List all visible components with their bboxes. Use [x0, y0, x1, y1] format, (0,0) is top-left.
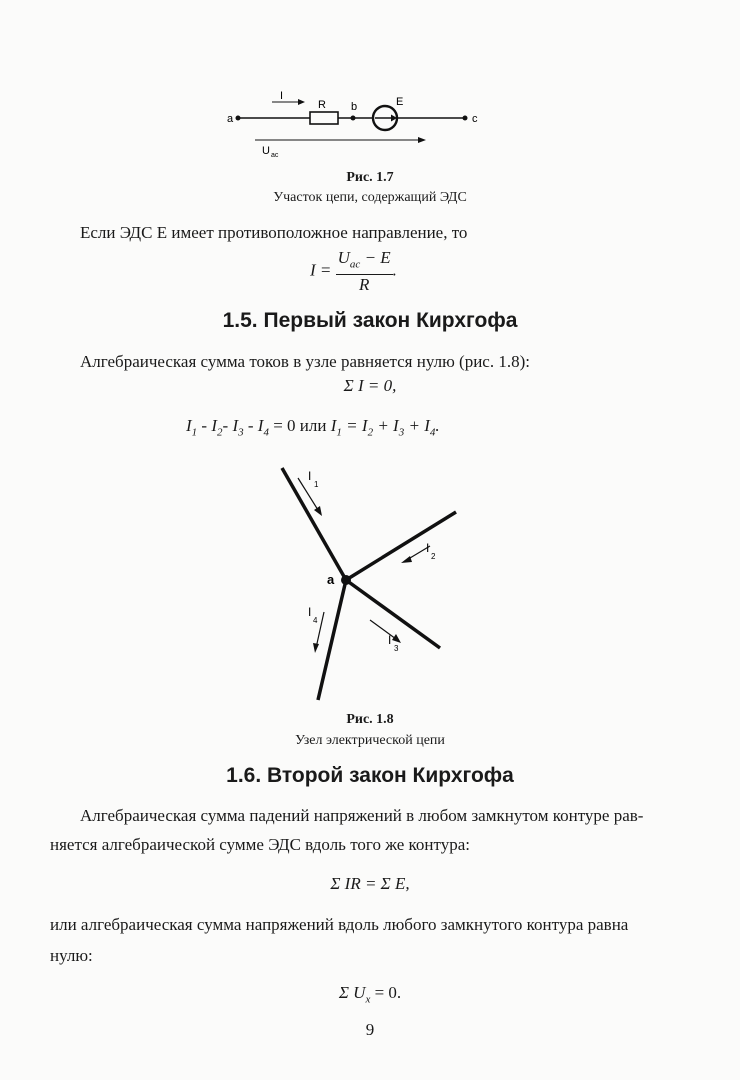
equation-sum-Ux: Σ $U_x = 0$. [338, 983, 402, 1006]
label-E: E [396, 96, 404, 108]
label-I4: I [308, 605, 312, 619]
figure-1-8-caption: Узел электрической цепи [295, 733, 445, 748]
formula-current: I = $\frac{U_{ac} - E}{R}$ . [310, 248, 397, 295]
branch-4 [318, 580, 346, 700]
node-label-a: a [327, 572, 335, 587]
paragraph-voltages-line1: или алгебраическая сумма напряжений вдоль любого замкнутого контура равна [50, 915, 629, 934]
svg-text:3: 3 [394, 644, 399, 653]
svg-text:2: 2 [431, 552, 436, 561]
equation-sum-IR: Σ IR = Σ E, [330, 874, 410, 893]
figure-1-8-title: Рис. 1.8 [346, 712, 394, 727]
node-a-dot [341, 575, 351, 585]
terminal-a [236, 116, 241, 121]
label-I3: I [388, 633, 392, 647]
paragraph-voltages-line2: нулю: [50, 946, 93, 965]
arrow-I2 [401, 556, 412, 563]
svg-text:4: 4 [313, 616, 318, 625]
svg-text:1: 1 [314, 480, 319, 489]
label-R: R [318, 99, 326, 111]
label-I1: I [308, 469, 312, 483]
section-heading-1-6: 1.6. Второй закон Кирхгофа [226, 764, 514, 787]
label-I: I [280, 90, 284, 102]
label-a: a [227, 113, 234, 125]
paragraph-second-law-line1: Алгебраическая сумма падений напряжений в любом замкнутом контуре рав- [80, 806, 644, 825]
arrow-I4 [313, 643, 319, 653]
current-arrow [298, 99, 305, 105]
equation-node-currents: $I_1 - I_2-$ $I_3 - I_4 = 0$ или $I_1 = I_2 + I_3 + I_4$. [186, 416, 440, 439]
page-number: 9 [365, 1020, 375, 1039]
label-I2: I [426, 541, 430, 555]
paragraph-opposite-emf: Если ЭДС E имеет противоположное направление, то [80, 223, 468, 242]
label-b: b [351, 101, 358, 113]
branch-2 [346, 512, 456, 580]
arrow-I3 [392, 634, 401, 643]
terminal-c [463, 116, 468, 121]
formula-fraction [336, 248, 393, 295]
formula-numerator: $U_{ac} - E$ [336, 248, 393, 275]
section-heading-1-5: 1.5. Первый закон Кирхгофа [222, 309, 518, 332]
node-b [351, 116, 356, 121]
figure-1-8-node [270, 460, 470, 710]
branch-3 [346, 580, 440, 648]
voltage-arrow [418, 137, 426, 143]
label-U-sub: ac [271, 152, 279, 159]
label-U: U [262, 145, 270, 157]
label-c: c [472, 113, 478, 125]
paragraph-first-law: Алгебраическая сумма токов в узле равняется нулю (рис. 1.8): [80, 352, 530, 371]
figure-1-7-caption: Участок цепи, содержащий ЭДС [273, 190, 467, 205]
arrow-I1 [314, 506, 322, 516]
formula-denominator: R [358, 275, 370, 295]
equation-sum-currents: Σ I = 0, [343, 376, 397, 395]
figure-1-7-circuit [220, 88, 490, 160]
formula-lhs: I = [310, 260, 332, 280]
figure-1-7-title: Рис. 1.7 [346, 170, 394, 185]
resistor-R [310, 112, 338, 124]
paragraph-second-law-line2: няется алгебраической сумме ЭДС вдоль того же контура: [50, 835, 470, 854]
